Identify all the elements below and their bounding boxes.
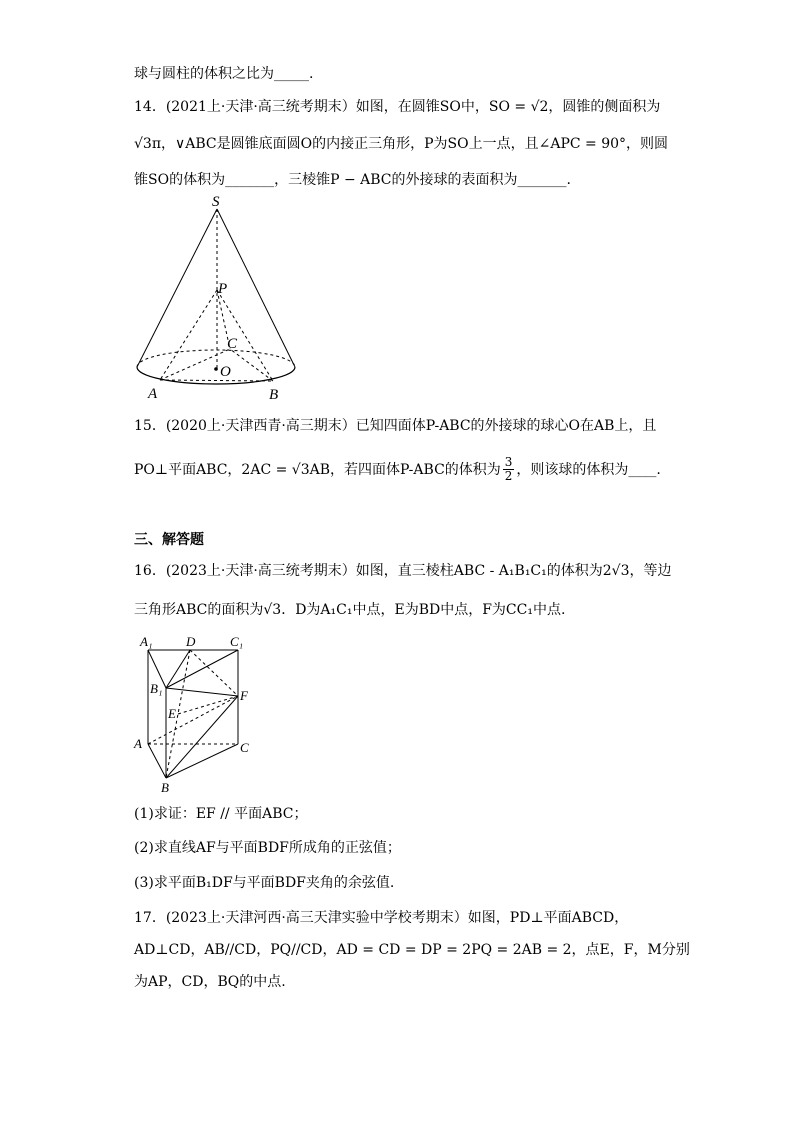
prism-figure — [128, 632, 263, 797]
q13-tail: 球与圆柱的体积之比为_____. — [134, 66, 314, 82]
prism-label-b1: B₁ — [150, 681, 163, 696]
prism-label-a: A — [134, 736, 142, 751]
q15-line2 — [134, 456, 661, 483]
q15-fraction — [503, 456, 515, 483]
q15-frac-den: 2 — [504, 469, 513, 483]
q16-line1: 16．(2023上·天津·高三统考期末）如图，直三棱柱ABC - A₁B₁C₁的体积为2√3，等边 — [134, 563, 672, 579]
prism-label-c1: C₁ — [230, 634, 244, 649]
q14-line1: 14．(2021上·天津·高三统考期末）如图，在圆锥SO中，SO = √2，圆锥的侧面积为 — [134, 99, 661, 115]
cone-label-a: A — [148, 386, 158, 402]
q15-line1: 15．(2020上·天津西青·高三期末）已知四面体P-ABC的外接球的球心O在AB上，且 — [134, 418, 657, 434]
q15-frac-num: 3 — [504, 455, 513, 469]
prism-label-b: B — [161, 780, 169, 795]
prism-label-d: D — [186, 634, 196, 649]
cone-label-b: B — [269, 387, 279, 403]
prism-label-f: F — [240, 688, 248, 703]
q14-line3: 锥SO的体积为_______，三棱锥P − ABC的外接球的表面积为_______. — [134, 172, 571, 188]
prism-label-a1: A₁ — [140, 634, 153, 649]
cone-label-p: P — [218, 281, 228, 297]
section-title: 三、解答题 — [134, 532, 204, 548]
q16-line2: 三角形ABC的面积为√3．D为A₁C₁中点，E为BD中点，F为CC₁中点. — [134, 602, 566, 618]
q17-line3: 为AP，CD，BQ的中点. — [134, 974, 286, 990]
cone-label-c: C — [227, 336, 238, 352]
prism-label-c: C — [240, 740, 249, 755]
cone-label-s: S — [212, 195, 220, 210]
q15-line2-a: PO⊥平面ABC，2AC = √3AB，若四面体P-ABC的体积为 — [134, 461, 501, 478]
q16-sub3: (3)求平面B₁DF与平面BDF夹角的余弦值. — [134, 875, 395, 891]
cone-figure — [125, 195, 310, 405]
q15-line2-b: ，则该球的体积为____. — [516, 461, 661, 478]
q17-line1: 17．(2023上·天津河西·高三天津实验中学校考期末）如图，PD⊥平面ABCD， — [134, 910, 629, 926]
q16-sub1: (1)求证：EF // 平面ABC； — [134, 806, 308, 822]
q17-line2: AD⊥CD，AB//CD，PQ//CD，AD = CD = DP = 2PQ = 2AB = 2，点E，F，M分别 — [134, 942, 690, 958]
q14-line2: √3π，∨ABC是圆锥底面圆O的内接正三角形，P为SO上一点，且∠APC = 90°，则圆 — [134, 136, 669, 152]
q16-sub2: (2)求直线AF与平面BDF所成角的正弦值； — [134, 840, 401, 856]
cone-label-o: O — [220, 364, 231, 380]
prism-label-e: E — [168, 706, 176, 721]
